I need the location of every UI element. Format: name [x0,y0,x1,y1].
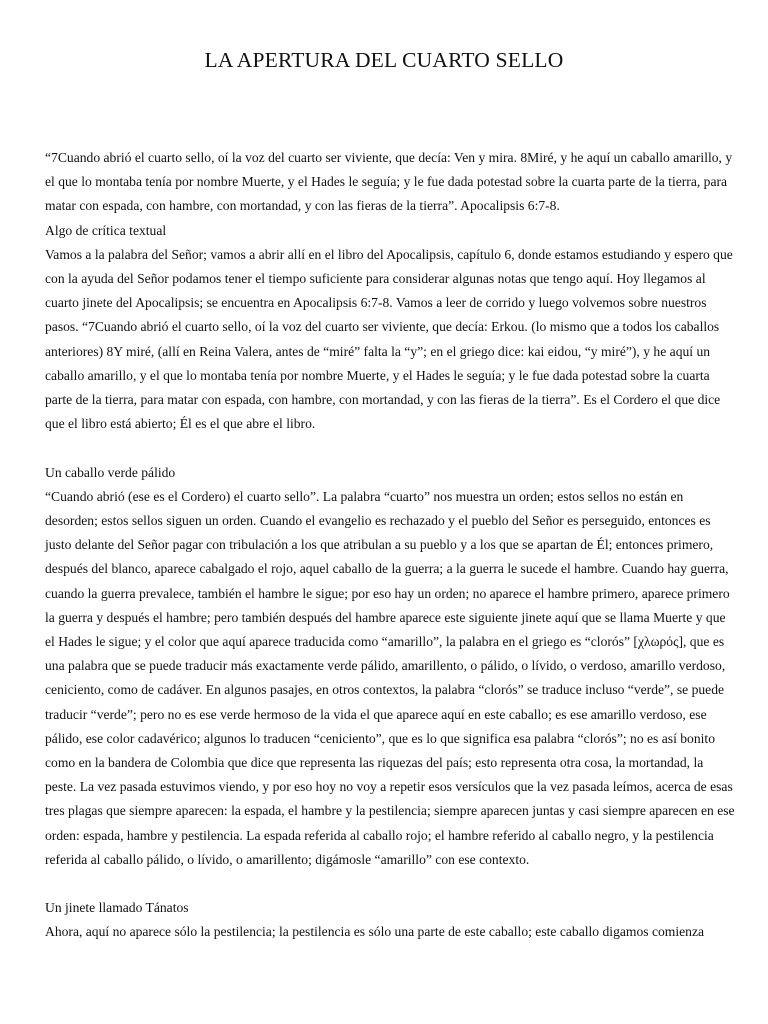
section-caballo-verde-paragraph: “Cuando abrió (ese es el Cordero) el cuarto sello”. La palabra “cuarto” nos muestra un orden; estos sellos no están en desorden; estos sellos siguen un orden. Cuando el evangelio es rechazado y el pueblo del Señor es perseguido, entonces es justo delante del Señor pagar con tribulación a los que atribulan a su pueblo y a los que se apartan de Él; entonces primero, después del blanco, aparece cabalgado el rojo, aquel caballo de la guerra; a la guerra le sucede el hambre. Cuando hay guerra, cuando la guerra prevalece, también el hambre le sigue; por eso hay un orden; no aparece el hambre primero, aparece primero la guerra y después el hambre; pero también después del hambre aparece este siguiente jinete aquí que se llama Muerte y que el Hades le sigue; y el color que aquí aparece traducida como “amarillo”, la palabra en el griego es “clorós” [χλωρός], que es una palabra que se puede traducir más exactamente verde pálido, amarillento, o pálido, o lívido, o verdoso, amarillo verdoso, ceniciento, como de cadáver. En algunos pasajes, en otros contextos, la palabra “clorós” se traduce incluso “verde”, se puede traducir “verde”; pero no es ese verde hermoso de la vida el que aparece aquí en este caballo; es ese amarillo verdoso, ese pálido, ese color cadavérico; algunos lo traducen “ceniciento”, que es lo que significa esa palabra “clorós”; no es así bonito como en la bandera de Colombia que dice que representa las riquezas del país; esto representa otra cosa, la mortandad, la peste. La vez pasada estuvimos viendo, y por eso hoy no voy a repetir esos versículos que la vez pasada leímos, acerca de esas tres plagas que siempre aparecen: la espada, el hambre y la pestilencia; siempre aparecen juntas y casi siempre aparecen en ese orden: espada, hambre y pestilencia. La espada referida al caballo rojo; el hambre referido al caballo negro, y la pestilencia referida al caballo pálido, o lívido, o amarillento; digámosle “amarillo” con ese contexto. [45,488,735,867]
section-critica-textual-paragraph: Vamos a la palabra del Señor; vamos a abrir allí en el libro del Apocalipsis, capítulo 6, donde estamos estudiando y espero que con la ayuda del Señor podamos tener el tiempo suficiente para considerar algunas notas que tengo aquí. Hoy llegamos al cuarto jinete del Apocalipsis; se encuentra en Apocalipsis 6:7-8. Vamos a leer de corrido y luego volvemos sobre nuestros pasos. “7Cuando abrió el cuarto sello, oí la voz del cuarto ser viviente, que decía: Erkou. (lo mismo que a todos los caballos anteriores) 8Y miré, (allí en Reina Valera, antes de “miré” falta la “y”; en el griego dice: kai eidou, “y miré”), y he aquí un caballo amarillo, y el que lo montaba tenía por nombre Muerte, y el Hades le seguía; y le fue dada potestad sobre la cuarta parte de la tierra, para matar con espada, con hambre, con mortandad, y con las fieras de la tierra”. Es el Cordero el que dice que el libro está abierto; Él es el que abre el libro. [45,246,733,432]
document-body [45,146,735,945]
paragraph-spacer [45,872,735,896]
section-heading-jinete-tanatos: Un jinete llamado Tánatos [45,900,189,916]
section-jinete-tanatos-paragraph: Ahora, aquí no aparece sólo la pestilencia; la pestilencia es sólo una parte de este caballo; este caballo digamos comienza [45,924,705,940]
document-title: LA APERTURA DEL CUARTO SELLO [204,48,564,72]
section-heading-critica-textual: Algo de crítica textual [45,222,167,238]
paragraph-spacer [45,436,735,460]
intro-quote-paragraph: “7Cuando abrió el cuarto sello, oí la voz del cuarto ser viviente, que decía: Ven y mira. 8Miré, y he aquí un caballo amarillo, y el que lo montaba tenía por nombre Muerte, y el Hades le seguía; y le fue dada potestad sobre la cuarta parte de la tierra, para matar con espada, con hambre, con mortandad, y con las fieras de la tierra”. Apocalipsis 6:7-8. [45,150,733,214]
section-heading-caballo-verde: Un caballo verde pálido [45,464,176,480]
